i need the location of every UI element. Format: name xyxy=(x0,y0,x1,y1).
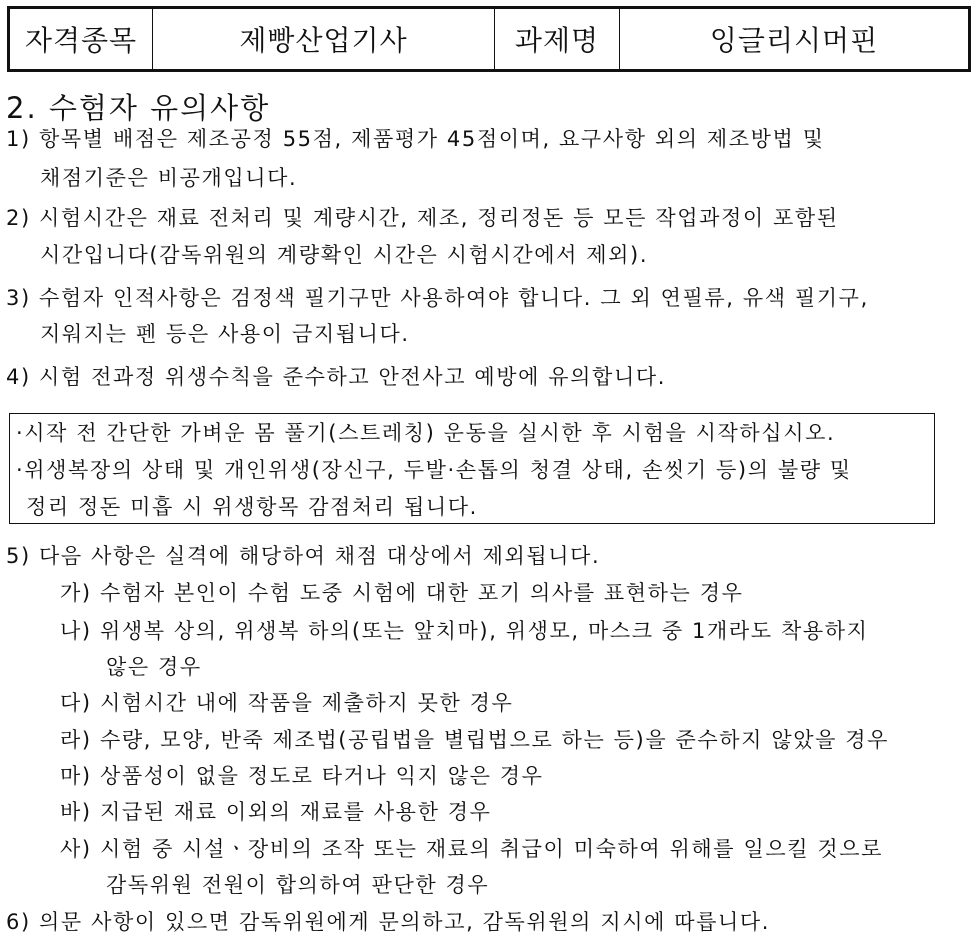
item-2-line-1: 2) 시험시간은 재료 전처리 및 계량시간, 제조, 정리정돈 등 모든 작업과정이 포함된 xyxy=(6,206,839,230)
item-5-da: 다) 시험시간 내에 작품을 제출하지 못한 경우 xyxy=(60,691,514,715)
notice-line-1: ·시작 전 간단한 가벼운 몸 풀기(스트레칭) 운동을 실시한 후 시험을 시작하십시오. xyxy=(16,421,836,445)
notice-line-2: ·위생복장의 상태 및 개인위생(장신구, 두발·손톱의 청결 상태, 손씻기 등)의 불량 및 xyxy=(16,458,852,482)
item-3-line-2: 지워지는 펜 등은 사용이 금지됩니다. xyxy=(40,322,410,346)
item-5-na-line-1: 나) 위생복 상의, 위생복 하의(또는 앞치마), 위생모, 마스크 중 1개라도 착용하지 xyxy=(60,619,869,643)
item-6: 6) 의문 사항이 있으면 감독위원에게 문의하고, 감독위원의 지시에 따릅니다. xyxy=(6,910,771,934)
value-task: 잉글리시머핀 xyxy=(709,24,879,57)
item-2-line-2: 시간입니다(감독위원의 계량확인 시간은 시험시간에서 제외). xyxy=(40,243,649,267)
item-4: 4) 시험 전과정 위생수칙을 준수하고 안전사고 예방에 유의합니다. xyxy=(6,365,666,389)
section-title: 2. 수험자 유의사항 xyxy=(6,91,271,125)
item-1-line-2: 채점기준은 비공개입니다. xyxy=(40,166,298,190)
value-subject: 제빵산업기사 xyxy=(153,9,495,69)
header-table xyxy=(7,6,971,72)
item-5-ra: 라) 수량, 모양, 반죽 제조법(공립법을 별립법으로 하는 등)을 준수하지 않았을 경우 xyxy=(60,728,890,752)
item-1-line-1: 1) 항목별 배점은 제조공정 55점, 제품평가 45점이며, 요구사항 외의 제조방법 및 xyxy=(6,127,825,151)
item-5-sa-line-1: 사) 시험 중 시설ㆍ장비의 조작 또는 재료의 취급이 미숙하여 위해를 일으킬 것으로 xyxy=(60,837,884,861)
notice-box xyxy=(9,413,935,524)
label-task: 과제명 xyxy=(495,9,620,69)
label-subject: 자격종목 xyxy=(10,9,153,69)
item-5-na-line-2: 않은 경우 xyxy=(106,655,202,679)
item-3-line-1: 3) 수험자 인적사항은 검정색 필기구만 사용하여야 합니다. 그 외 연필류, 유색 필기구, xyxy=(6,286,869,310)
item-5-ba: 바) 지급된 재료 이외의 재료를 사용한 경우 xyxy=(60,800,492,824)
item-5-ma: 마) 상품성이 없을 정도로 타거나 익지 않은 경우 xyxy=(60,764,544,788)
item-5-sa-line-2: 감독위원 전원이 합의하여 판단한 경우 xyxy=(106,873,490,897)
item-5-head: 5) 다음 사항은 실격에 해당하여 채점 대상에서 제외됩니다. xyxy=(6,544,601,568)
notice-line-3: 정리 정돈 미흡 시 위생항목 감점처리 됩니다. xyxy=(26,495,478,519)
item-5-ga: 가) 수험자 본인이 수험 도중 시험에 대한 포기 의사를 표현하는 경우 xyxy=(60,581,744,605)
